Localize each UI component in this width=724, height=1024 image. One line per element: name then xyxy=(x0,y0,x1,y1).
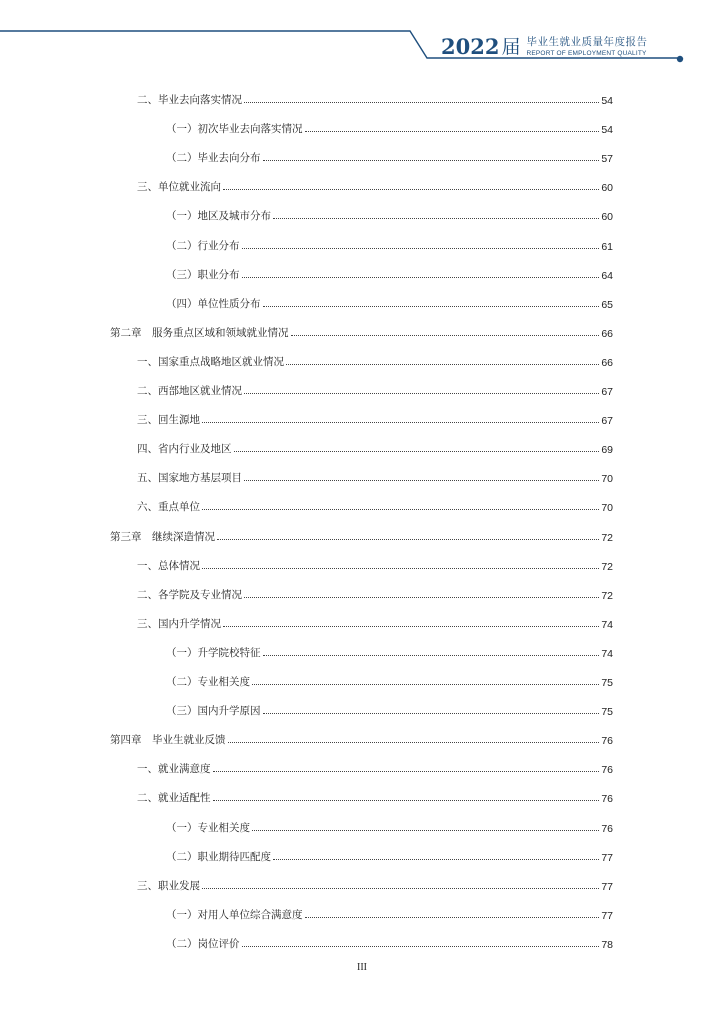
toc-entry-label: （一）初次毕业去向落实情况 xyxy=(166,123,303,136)
toc-entry-page: 67 xyxy=(601,415,613,428)
toc-entry-label: （二）行业分布 xyxy=(166,239,240,252)
toc-entry-page: 76 xyxy=(601,735,613,748)
toc-entry-page: 57 xyxy=(601,153,613,166)
toc-dot-leader xyxy=(202,422,599,423)
toc-entry[interactable] xyxy=(166,640,613,660)
toc-entry-label: 三、单位就业流向 xyxy=(137,181,221,194)
toc-entry-label: （三）职业分布 xyxy=(166,268,240,281)
toc-entry[interactable] xyxy=(166,291,613,311)
toc-entry-label: 第二章 服务重点区域和领域就业情况 xyxy=(110,326,289,339)
toc-dot-leader xyxy=(244,480,599,481)
toc-dot-leader xyxy=(202,509,599,510)
toc-dot-leader xyxy=(244,102,599,103)
toc-entry-label: 六、重点单位 xyxy=(137,501,200,514)
toc-entry[interactable] xyxy=(166,931,613,951)
toc-dot-leader xyxy=(273,218,599,219)
toc-entry[interactable] xyxy=(137,873,613,893)
toc-entry-page: 77 xyxy=(601,880,613,893)
toc-entry[interactable] xyxy=(137,553,613,573)
header-decoration xyxy=(0,0,724,70)
toc-entry-page: 70 xyxy=(601,473,613,486)
toc-dot-leader xyxy=(234,451,600,452)
toc-entry-label: 二、就业适配性 xyxy=(137,792,211,805)
toc-dot-leader xyxy=(202,888,599,889)
toc-entry[interactable] xyxy=(137,611,613,631)
toc-entry[interactable] xyxy=(166,815,613,835)
toc-entry-label: （二）专业相关度 xyxy=(166,676,250,688)
toc-entry-label: 一、就业满意度 xyxy=(137,763,211,776)
toc-entry-label: 一、总体情况 xyxy=(137,559,200,572)
toc-entry-page: 72 xyxy=(601,589,613,602)
toc-entry[interactable] xyxy=(166,902,613,922)
toc-entry[interactable] xyxy=(137,465,613,485)
toc-entry[interactable] xyxy=(137,87,613,107)
toc-entry[interactable] xyxy=(166,844,613,864)
toc-entry-label: 一、国家重点战略地区就业情况 xyxy=(137,355,284,368)
toc-entry-page: 74 xyxy=(601,647,613,660)
toc-dot-leader xyxy=(223,189,599,190)
toc-entry-label: （一）地区及城市分布 xyxy=(166,210,271,223)
toc-entry-label: （一）专业相关度 xyxy=(166,821,250,834)
toc-entry-page: 60 xyxy=(601,211,613,224)
toc-entry-page: 54 xyxy=(601,95,613,107)
toc-entry-page: 75 xyxy=(601,677,613,689)
toc-entry-label: （一）升学院校特征 xyxy=(166,646,261,659)
toc-entry-page: 67 xyxy=(601,386,613,398)
toc-entry-label: 第三章 继续深造情况 xyxy=(110,530,215,543)
toc-dot-leader xyxy=(263,713,600,714)
toc-entry-page: 69 xyxy=(601,444,613,457)
toc-entry-page: 66 xyxy=(601,327,613,340)
toc-entry[interactable] xyxy=(137,756,613,776)
toc-entry[interactable] xyxy=(110,727,613,747)
toc-dot-leader xyxy=(213,771,600,772)
toc-entry-page: 74 xyxy=(601,618,613,631)
toc-dot-leader xyxy=(273,859,599,860)
toc-dot-leader xyxy=(263,160,600,161)
toc-entry-page: 77 xyxy=(601,851,613,864)
report-title-cn: 毕业生就业质量年度报告 xyxy=(526,36,648,48)
toc-entry[interactable] xyxy=(137,407,613,427)
toc-dot-leader xyxy=(286,364,599,365)
toc-dot-leader xyxy=(244,597,599,598)
toc-entry[interactable] xyxy=(166,203,613,223)
toc-entry[interactable] xyxy=(137,174,613,194)
page-header xyxy=(0,0,724,70)
toc-entry-page: 65 xyxy=(601,298,613,311)
toc-entry-label: 第四章 毕业生就业反馈 xyxy=(110,734,226,747)
toc-dot-leader xyxy=(242,946,600,947)
toc-entry-label: 二、毕业去向落实情况 xyxy=(137,94,242,106)
toc-dot-leader xyxy=(263,306,600,307)
toc-dot-leader xyxy=(305,917,600,918)
toc-entry[interactable] xyxy=(110,320,613,340)
toc-entry-page: 77 xyxy=(601,909,613,922)
toc-entry[interactable] xyxy=(166,262,613,282)
toc-entry-label: （二）职业期待匹配度 xyxy=(166,850,271,863)
toc-entry-page: 61 xyxy=(601,240,613,253)
toc-entry-page: 76 xyxy=(601,793,613,806)
toc-dot-leader xyxy=(305,131,600,132)
page-number: III xyxy=(357,962,367,973)
report-year-suffix: 届 xyxy=(501,36,521,58)
toc-dot-leader xyxy=(202,568,599,569)
toc-entry[interactable] xyxy=(110,524,613,544)
toc-entry[interactable] xyxy=(166,145,613,165)
toc-entry[interactable] xyxy=(166,233,613,253)
toc-dot-leader xyxy=(217,539,599,540)
toc-entry[interactable] xyxy=(137,436,613,456)
toc-dot-leader xyxy=(242,248,600,249)
toc-entry-label: 四、省内行业及地区 xyxy=(137,443,232,456)
toc-entry-page: 78 xyxy=(601,938,613,951)
toc-entry-page: 60 xyxy=(601,182,613,195)
toc-dot-leader xyxy=(263,655,600,656)
toc-dot-leader xyxy=(213,800,600,801)
toc-entry-label: 三、国内升学情况 xyxy=(137,617,221,630)
report-year: 2022 xyxy=(441,34,500,59)
toc-entry-page: 66 xyxy=(601,356,613,369)
toc-entry-page: 72 xyxy=(601,560,613,573)
toc-entry-page: 76 xyxy=(601,822,613,835)
toc-entry[interactable] xyxy=(166,116,613,136)
toc-dot-leader xyxy=(244,393,599,394)
toc-dot-leader xyxy=(228,742,600,743)
toc-entry[interactable] xyxy=(166,669,613,689)
toc-entry-label: 二、西部地区就业情况 xyxy=(137,385,242,397)
toc-entry[interactable] xyxy=(137,785,613,805)
toc-entry-label: （四）单位性质分布 xyxy=(166,297,261,310)
toc-entry-page: 72 xyxy=(601,531,613,544)
toc-entry-page: 75 xyxy=(601,706,613,719)
toc-entry-page: 64 xyxy=(601,269,613,282)
toc-entry[interactable] xyxy=(137,378,613,398)
toc-entry[interactable] xyxy=(137,582,613,602)
toc-entry-label: 三、职业发展 xyxy=(137,879,200,892)
toc-entry-label: 三、回生源地 xyxy=(137,414,200,427)
toc-entry-label: 二、各学院及专业情况 xyxy=(137,588,242,601)
toc-entry-label: （一）对用人单位综合满意度 xyxy=(166,908,303,921)
toc-entry[interactable] xyxy=(137,349,613,369)
toc-entry[interactable] xyxy=(137,494,613,514)
report-title-en: REPORT OF EMPLOYMENT QUALITY xyxy=(526,50,647,57)
toc-entry-page: 70 xyxy=(601,502,613,515)
toc-dot-leader xyxy=(223,626,599,627)
toc-entry-page: 76 xyxy=(601,764,613,777)
toc-entry-page: 54 xyxy=(601,124,613,137)
toc-dot-leader xyxy=(291,335,600,336)
toc-entry-label: （二）岗位评价 xyxy=(166,937,240,950)
toc-entry-label: 五、国家地方基层项目 xyxy=(137,472,242,485)
toc-entry-label: （二）毕业去向分布 xyxy=(166,152,261,165)
toc-entry[interactable] xyxy=(166,698,613,718)
toc-entry-label: （三）国内升学原因 xyxy=(166,705,261,718)
report-title-block xyxy=(526,36,647,58)
toc-dot-leader xyxy=(242,277,600,278)
toc-dot-leader xyxy=(252,684,599,685)
report-brand xyxy=(441,36,647,58)
toc-dot-leader xyxy=(252,830,599,831)
